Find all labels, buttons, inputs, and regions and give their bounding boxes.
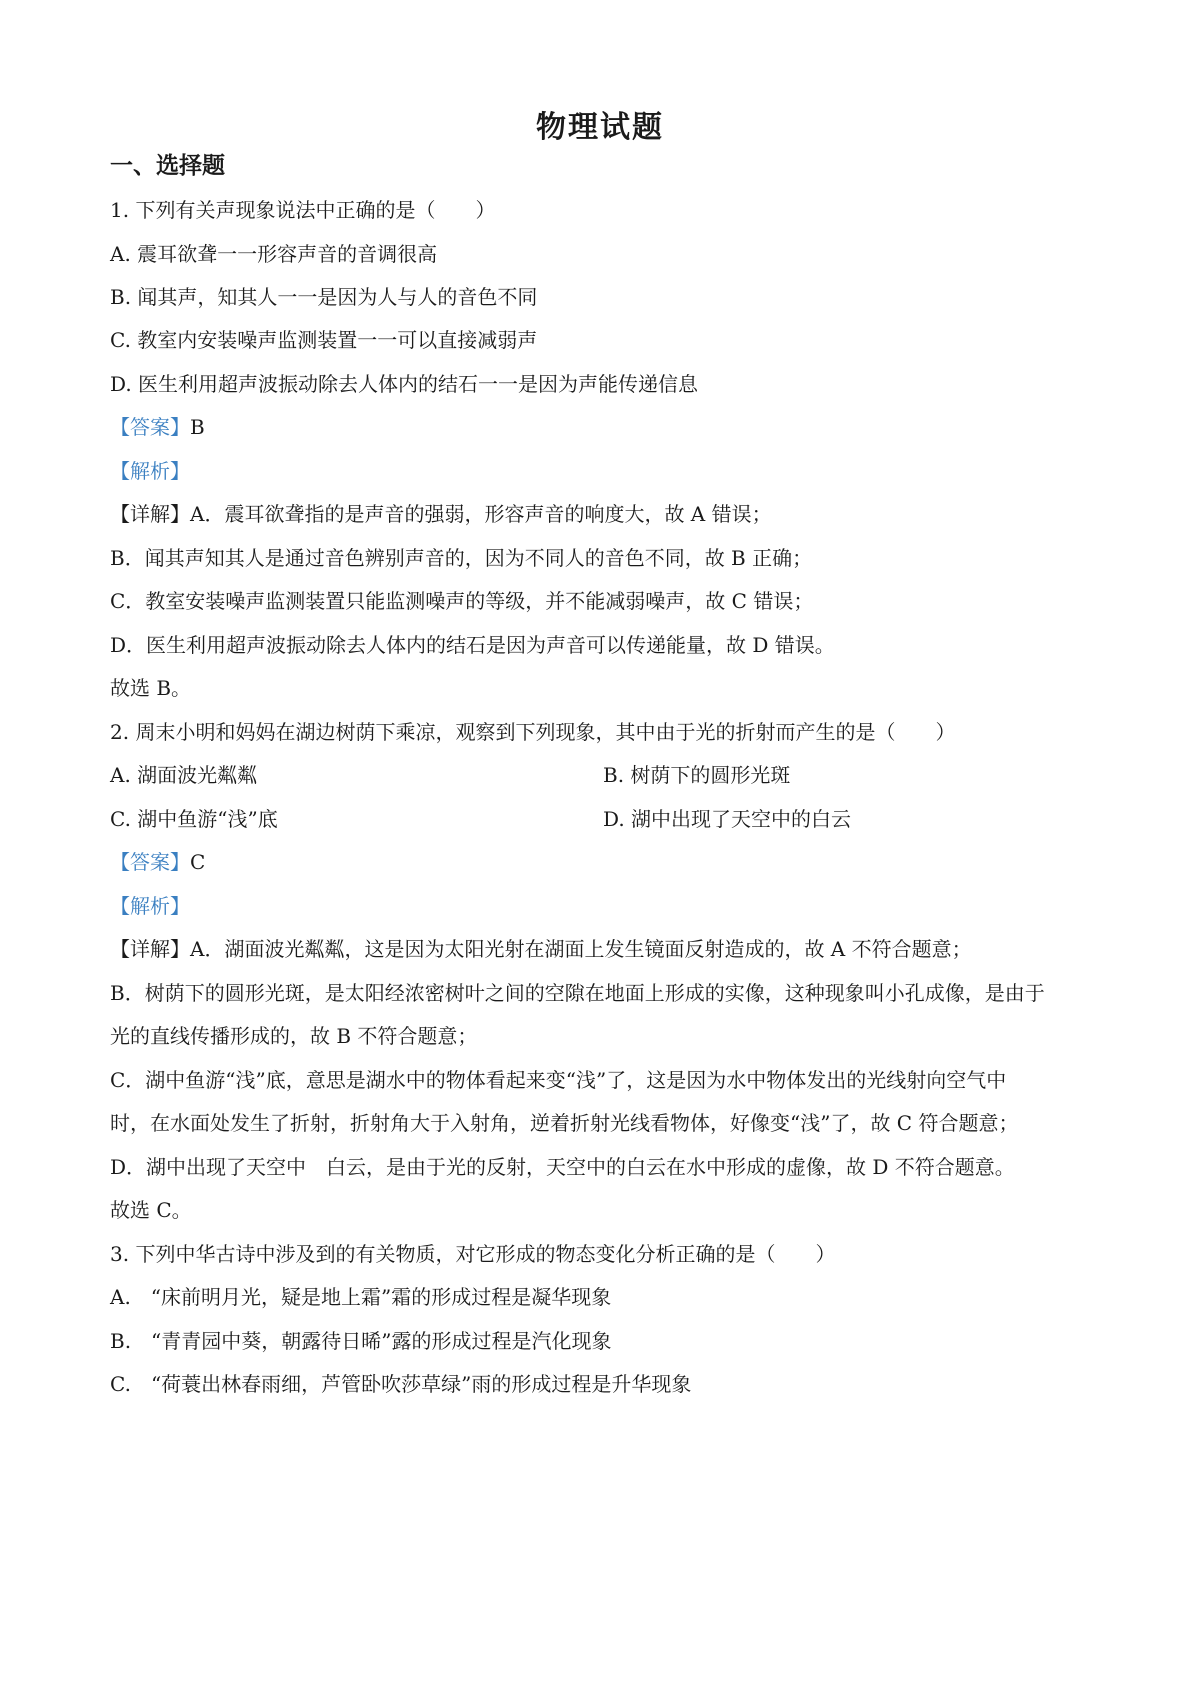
question-3-option-c: C. “荷蓑出林春雨细，芦管卧吹莎草绿”雨的形成过程是升华现象 xyxy=(110,1372,692,1396)
answer-value: C xyxy=(190,850,206,874)
question-2-detail-line: 光的直线传播形成的，故 B 不符合题意； xyxy=(110,1024,478,1048)
question-3-option-b: B. “青青园中葵，朝露待日晞”露的形成过程是汽化现象 xyxy=(110,1329,612,1353)
question-1-option-d: D. 医生利用超声波振动除去人体内的结石一一是因为声能传递信息 xyxy=(110,372,699,396)
question-2-detail-line: B．树荫下的圆形光斑，是太阳经浓密树叶之间的空隙在地面上形成的实像，这种现象叫小孔成像，是由于 xyxy=(110,981,1045,1005)
question-2-option-a: A. 湖面波光粼粼 xyxy=(110,763,258,787)
question-3-stem: 3. 下列中华古诗中涉及到的有关物质，对它形成的物态变化分析正确的是（ ） xyxy=(110,1242,836,1266)
question-1-detail-line: C．教室安装噪声监测装置只能监测噪声的等级，并不能减弱噪声，故 C 错误； xyxy=(110,589,814,613)
question-2-option-c: C. 湖中鱼游“浅”底 xyxy=(110,807,278,831)
question-2-option-d: D. 湖中出现了天空中的白云 xyxy=(603,807,852,831)
question-2-option-b: B. 树荫下的圆形光斑 xyxy=(603,763,791,787)
question-1-option-b: B. 闻其声，知其人一一是因为人与人的音色不同 xyxy=(110,285,538,309)
question-1-option-c: C. 教室内安装噪声监测装置一一可以直接减弱声 xyxy=(110,328,538,352)
question-2-conclusion: 故选 C。 xyxy=(110,1198,192,1222)
question-1-option-a: A. 震耳欲聋一一形容声音的音调很高 xyxy=(110,242,438,266)
answer-value: B xyxy=(190,415,205,439)
question-2-analysis-tag: 【解析】 xyxy=(110,894,190,918)
answer-tag: 【答案】 xyxy=(110,415,190,439)
document-title: 物理试题 xyxy=(536,110,664,145)
answer-tag: 【答案】 xyxy=(110,850,190,874)
question-1-conclusion: 故选 B。 xyxy=(110,676,192,700)
question-1-detail-line: 【详解】A．震耳欲聋指的是声音的强弱，形容声音的响度大，故 A 错误； xyxy=(110,502,772,526)
question-1-detail-line: D．医生利用超声波振动除去人体内的结石是因为声音可以传递能量，故 D 错误。 xyxy=(110,633,835,657)
question-1-detail-line: B．闻其声知其人是通过音色辨别声音的，因为不同人的音色不同，故 B 正确； xyxy=(110,546,813,570)
question-2-stem: 2. 周末小明和妈妈在湖边树荫下乘凉，观察到下列现象，其中由于光的折射而产生的是（ ） xyxy=(110,720,956,744)
question-3-option-a: A. “床前明月光，疑是地上霜”霜的形成过程是凝华现象 xyxy=(110,1285,612,1309)
question-1-answer xyxy=(110,413,205,441)
question-1-analysis-tag: 【解析】 xyxy=(110,459,190,483)
section-heading: 一、选择题 xyxy=(110,152,225,179)
question-2-detail-line: C．湖中鱼游“浅”底，意思是湖水中的物体看起来变“浅”了，这是因为水中物体发出的光线射向空气中 xyxy=(110,1068,1007,1092)
question-2-detail-line: D．湖中出现了天空中 白云，是由于光的反射，天空中的白云在水中形成的虚像，故 D 不符合题意。 xyxy=(110,1155,1015,1179)
question-2-detail-line: 时，在水面处发生了折射，折射角大于入射角，逆着折射光线看物体，好像变“浅”了，故 C 符合题意； xyxy=(110,1111,1019,1135)
question-1-stem: 1. 下列有关声现象说法中正确的是（ ） xyxy=(110,198,496,222)
question-2-detail-line: 【详解】A．湖面波光粼粼，这是因为太阳光射在湖面上发生镜面反射造成的，故 A 不符合题意； xyxy=(110,937,972,961)
question-2-answer xyxy=(110,848,205,876)
